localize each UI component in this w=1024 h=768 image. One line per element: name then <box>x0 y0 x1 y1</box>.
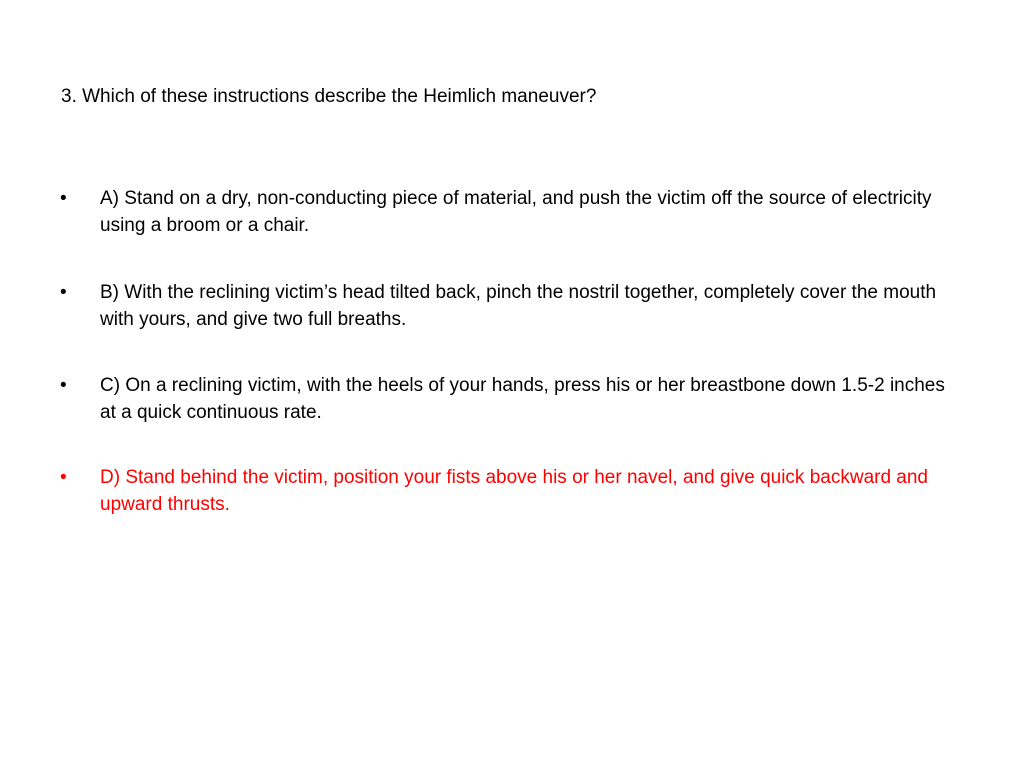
bullet-icon: • <box>60 467 67 488</box>
option-c <box>60 372 960 426</box>
bullet-icon: • <box>60 188 67 209</box>
option-a-text: A) Stand on a dry, non-conducting piece of material, and push the victim off the source of electricity using a broom or a chair. <box>100 188 932 236</box>
option-b <box>60 279 960 333</box>
option-c-text: C) On a reclining victim, with the heels of your hands, press his or her breastbone down 1.5-2 inches at a quick continuous rate. <box>100 375 945 423</box>
option-a <box>60 185 960 239</box>
option-d-text: D) Stand behind the victim, position your fists above his or her navel, and give quick backward and upward thrusts. <box>100 467 929 515</box>
bullet-icon: • <box>60 375 67 396</box>
bullet-icon: • <box>60 282 67 303</box>
question-text: 3. Which of these instructions describe the Heimlich maneuver? <box>61 86 597 107</box>
option-b-text: B) With the reclining victim’s head tilted back, pinch the nostril together, completely cover the mouth with yours, and give two full breaths. <box>100 282 937 330</box>
option-d-correct-answer <box>60 464 960 518</box>
